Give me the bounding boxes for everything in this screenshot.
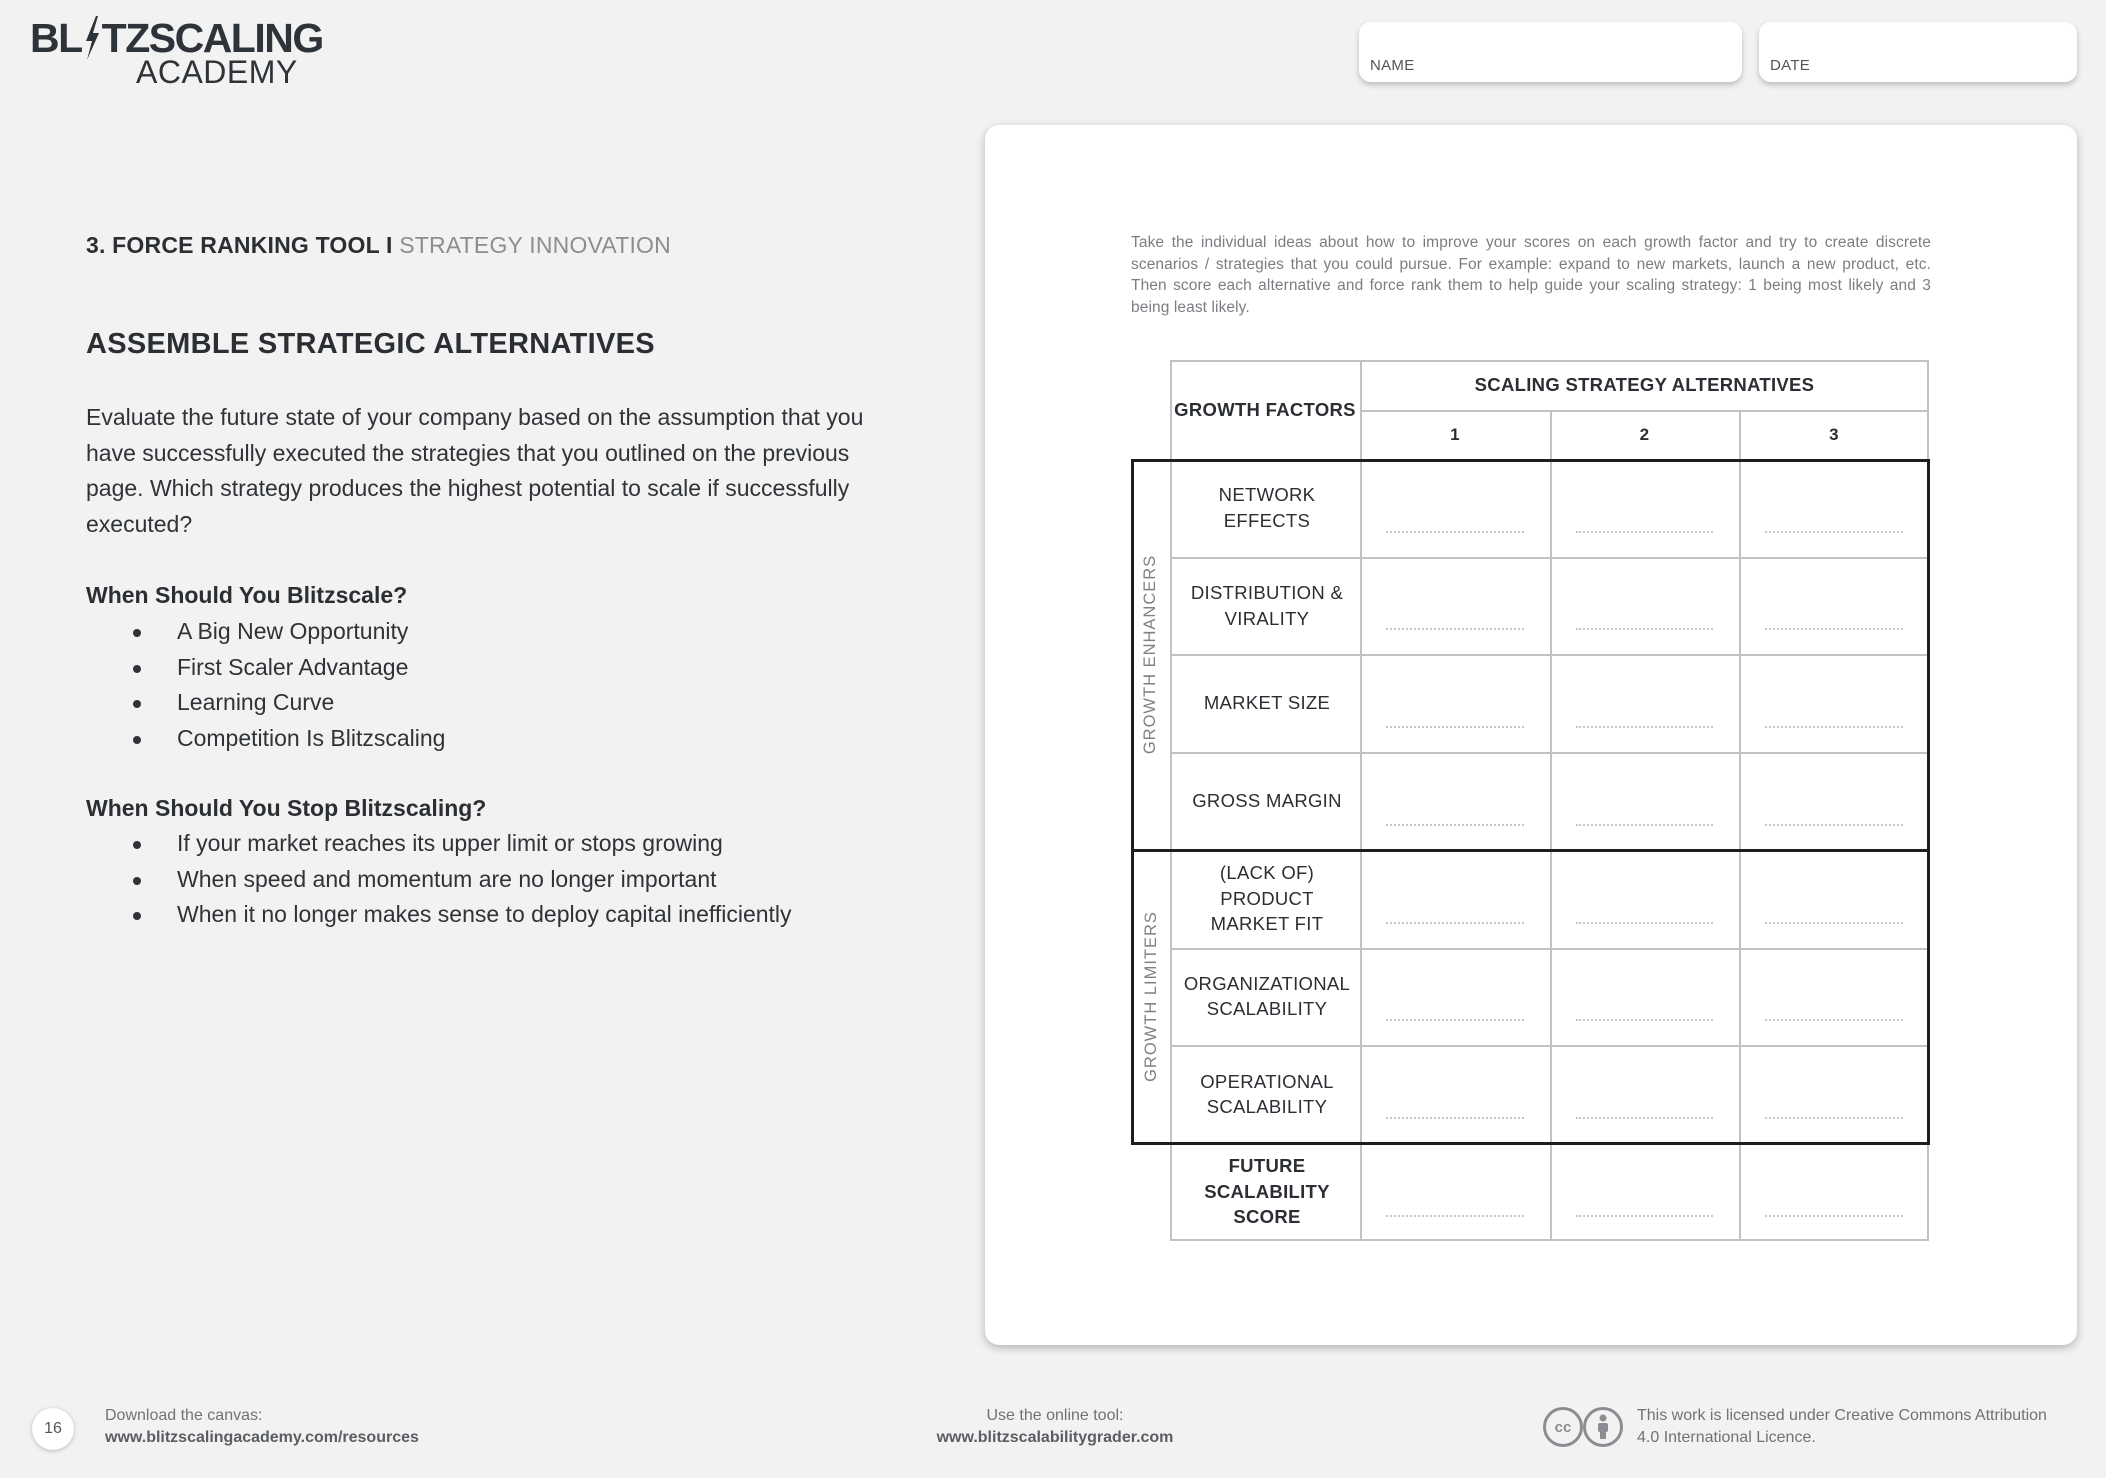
score-row-label: FUTURE SCALABILITY SCORE bbox=[1204, 1155, 1330, 1228]
list-item: When speed and momentum are no longer important bbox=[86, 862, 792, 898]
name-field[interactable] bbox=[1359, 22, 1742, 82]
page-heading: ASSEMBLE STRATEGIC ALTERNATIVES bbox=[86, 328, 655, 360]
online-tool-label: Use the online tool: bbox=[986, 1407, 1124, 1424]
download-canvas bbox=[105, 1405, 419, 1449]
col-divider-line bbox=[1739, 410, 1741, 1241]
blitzscale-reasons-list bbox=[86, 614, 445, 756]
list-item: Competition Is Blitzscaling bbox=[86, 721, 445, 757]
list-item: Learning Curve bbox=[86, 685, 445, 721]
score-entry-line[interactable] bbox=[1765, 922, 1903, 924]
logo-academy: ACADEMY bbox=[136, 54, 298, 90]
score-entry-line[interactable] bbox=[1576, 922, 1713, 924]
score-entry-line[interactable] bbox=[1386, 726, 1524, 728]
score-entry-line[interactable] bbox=[1765, 726, 1903, 728]
name-label: NAME bbox=[1370, 57, 1415, 74]
score-entry-line[interactable] bbox=[1765, 531, 1903, 533]
attribution-icon bbox=[1583, 1407, 1623, 1447]
when-stop-heading: When Should You Stop Blitzscaling? bbox=[86, 795, 487, 821]
creative-commons-badges bbox=[1543, 1407, 1625, 1449]
online-tool bbox=[880, 1405, 1230, 1449]
online-tool-link[interactable]: www.blitzscalabilitygrader.com bbox=[936, 1429, 1174, 1446]
download-label: Download the canvas: bbox=[105, 1407, 263, 1424]
score-entry-line[interactable] bbox=[1386, 824, 1524, 826]
list-item: A Big New Opportunity bbox=[86, 614, 445, 650]
score-entry-line[interactable] bbox=[1765, 1019, 1903, 1021]
column-header-2: 2 bbox=[1639, 424, 1650, 444]
intro-paragraph: Evaluate the future state of your company based on the assumption that you have successfully executed the strategies that you outlined on the previous page. Which strategy produces the highest potential to scale if successfully executed? bbox=[86, 404, 864, 537]
growth-factor-label: GROSS MARGIN bbox=[1192, 790, 1342, 812]
column-header-1: 1 bbox=[1450, 424, 1460, 444]
scaling-alternatives-header: SCALING STRATEGY ALTERNATIVES bbox=[1474, 374, 1815, 396]
score-entry-line[interactable] bbox=[1386, 1117, 1524, 1119]
card-instructions: Take the individual ideas about how to improve your scores on each growth factor and try to create discrete scenarios / strategies that you could pursue. For example: expand to new markets, launch a new product, etc. Then score each alternative and force rank them to help guide your scaling strategy: 1 being most likely and 3 being least likely. bbox=[1131, 234, 1931, 316]
growth-factor-label: OPERATIONAL SCALABILITY bbox=[1200, 1070, 1334, 1118]
score-entry-line[interactable] bbox=[1386, 531, 1524, 533]
cc-icon: cc bbox=[1543, 1407, 1583, 1447]
logo-wordmark: BL TZSCALING bbox=[30, 15, 323, 61]
score-entry-line[interactable] bbox=[1765, 1215, 1903, 1217]
score-entry-line[interactable] bbox=[1576, 628, 1713, 630]
growth-enhancers-label: GROWTH ENHANCERS bbox=[1141, 554, 1160, 755]
growth-factor-label: MARKET SIZE bbox=[1203, 692, 1331, 714]
score-entry-line[interactable] bbox=[1386, 628, 1524, 630]
factor-right-line bbox=[1360, 360, 1362, 1241]
score-entry-line[interactable] bbox=[1765, 824, 1903, 826]
score-entry-line[interactable] bbox=[1386, 1019, 1524, 1021]
score-entry-line[interactable] bbox=[1576, 1215, 1713, 1217]
score-entry-line[interactable] bbox=[1576, 824, 1713, 826]
when-blitzscale-heading: When Should You Blitzscale? bbox=[86, 582, 408, 608]
growth-factors-header: GROWTH FACTORS bbox=[1174, 398, 1356, 420]
list-item: First Scaler Advantage bbox=[86, 650, 445, 686]
growth-factor-label: ORGANIZATIONAL SCALABILITY bbox=[1183, 972, 1351, 1020]
list-item: When it no longer makes sense to deploy capital inefficiently bbox=[86, 897, 792, 933]
blitzscaling-academy-logo bbox=[30, 14, 323, 90]
growth-factor-label: NETWORK EFFECTS bbox=[1218, 484, 1316, 531]
force-ranking-table bbox=[985, 125, 2077, 1345]
person-icon bbox=[1592, 1414, 1614, 1440]
score-entry-line[interactable] bbox=[1765, 1117, 1903, 1119]
col-divider-line bbox=[1550, 410, 1552, 1241]
download-link[interactable]: www.blitzscalingacademy.com/resources bbox=[105, 1429, 419, 1446]
growth-limiters-label: GROWTH LIMITERS bbox=[1141, 910, 1160, 1082]
date-field[interactable] bbox=[1759, 22, 2077, 82]
ranking-card bbox=[985, 125, 2077, 1345]
score-entry-line[interactable] bbox=[1386, 1215, 1524, 1217]
list-item: If your market reaches its upper limit or stops growing bbox=[86, 826, 792, 862]
score-entry-line[interactable] bbox=[1386, 922, 1524, 924]
lightning-bolt-icon bbox=[82, 14, 102, 62]
section-title: 3. FORCE RANKING TOOL I STRATEGY INNOVATION bbox=[86, 232, 671, 258]
date-label: DATE bbox=[1770, 57, 1811, 74]
page-number: 16 bbox=[32, 1408, 74, 1450]
growth-factor-label: DISTRIBUTION & VIRALITY bbox=[1190, 582, 1344, 629]
score-entry-line[interactable] bbox=[1765, 628, 1903, 630]
score-entry-line[interactable] bbox=[1576, 1019, 1713, 1021]
column-header-3: 3 bbox=[1829, 424, 1839, 444]
score-entry-line[interactable] bbox=[1576, 726, 1713, 728]
score-entry-line[interactable] bbox=[1576, 1117, 1713, 1119]
stop-reasons-list bbox=[86, 826, 792, 933]
growth-factor-label: (LACK OF) PRODUCT MARKET FIT bbox=[1210, 862, 1324, 935]
license-text: This work is licensed under Creative Commons Attribution 4.0 International Licence. bbox=[1637, 1407, 2047, 1446]
groups-right-border bbox=[1927, 459, 1930, 1145]
score-entry-line[interactable] bbox=[1576, 531, 1713, 533]
